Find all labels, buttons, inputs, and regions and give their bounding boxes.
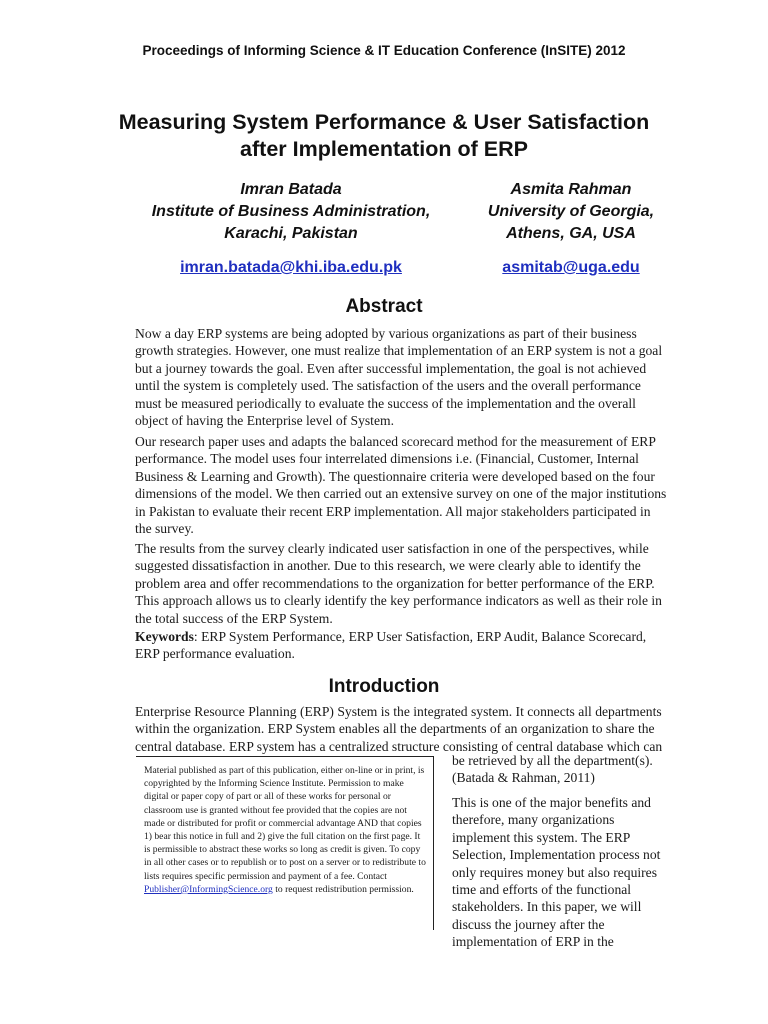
abstract-heading: Abstract: [345, 296, 423, 317]
author-name: Imran Batada: [240, 181, 342, 198]
conference-header: Proceedings of Informing Science & IT Education Conference (InSITE) 2012: [142, 43, 626, 58]
abstract-paragraph: Our research paper uses and adapts the balanced scorecard method for the measurement of ERP performance. The model uses four interrelated dimensions i.e. (Financial, Customer, Internal Business & Learning and Growth). The questionnaire criteria were developed based on the four dimensions of the model. We then carried out an extensive survey on one of the major institutions in Pakistan to evaluate their recent ERP implementation. All major stakeholders participated in the survey.: [135, 434, 667, 537]
paper-title: Measuring System Performance & User Satisfaction after Implementation of ERP: [118, 110, 650, 161]
author-email-link-1[interactable]: imran.batada@khi.iba.edu.pk: [180, 259, 402, 276]
keywords: [135, 628, 668, 663]
introduction-paragraph-2: This is one of the major benefits and therefore, many organizations implement this system. The ERP Selection, Implementation process not only requires money but also requires time and efforts of the functional stakeholders. In this paper, we will discuss the journey after the implementation of ERP in the: [452, 795, 661, 950]
author-block-2: [466, 179, 676, 245]
author-name: Asmita Rahman: [510, 181, 632, 198]
author-email-link-2[interactable]: asmitab@uga.edu: [502, 259, 640, 276]
introduction-heading: Introduction: [328, 676, 440, 697]
introduction-paragraph: Enterprise Resource Planning (ERP) System is the integrated system. It connects all departments within the organization. ERP System enables all the departments of an organization to share the central database. ERP system has a centralized structure consisting of central database which can: [135, 704, 663, 754]
author-affiliation: Institute of Business Administration,: [151, 203, 431, 220]
abstract-paragraph: Now a day ERP systems are being adopted by various organizations as part of their business growth strategies. However, one must realize that implementation of an ERP system is not a goal but a journey towards the goal. Even after successful implementation, the goal is not achieved until the system is completely used. The satisfaction of the users and the overall performance must be measured periodically to evaluate the success of the implementation and the overall object of having the Enterprise level of System.: [135, 326, 663, 429]
author-block-1: [126, 179, 456, 245]
keywords-text: : ERP System Performance, ERP User Satisfaction, ERP Audit, Balance Scorecard, ERP performance evaluation.: [135, 629, 647, 662]
keywords-label: Keywords: [135, 629, 194, 644]
publisher-email-link[interactable]: Publisher@InformingScience.org: [144, 883, 273, 895]
author-location: Karachi, Pakistan: [224, 225, 358, 242]
author-location: Athens, GA, USA: [506, 225, 636, 242]
copyright-notice: [136, 756, 434, 930]
author-affiliation: University of Georgia,: [487, 203, 655, 220]
abstract-paragraph: The results from the survey clearly indicated user satisfaction in one of the perspectives, while suggested dissatisfaction in another. Due to this research, we were clearly able to identify the problem area and offer recommendations to the organization for better performance of the ERP. This approach allows us to clearly identify the key performance indicators as well as their role in the total success of the ERP System.: [135, 541, 662, 626]
copyright-text: Material published as part of this publication, either on-line or in print, is copyrighted by the Informing Science Institute. Permission to make digital or paper copy of part or all of these works for personal or classroom use is granted without fee provided that the copies are not made or distributed for profit or commercial advantage AND that copies 1) bear this notice in full and 2) give the full citation on the first page. It is permissible to abstract these works so long as credit is given. To copy in all other cases or to republish or to post on a server or to redistribute to lists requires specific permission and payment of a fee. Contact: [144, 765, 426, 882]
introduction-continuation: be retrieved by all the department(s). (Batada & Rahman, 2011): [452, 753, 653, 786]
copyright-text-end: to request redistribution permission.: [272, 883, 414, 895]
